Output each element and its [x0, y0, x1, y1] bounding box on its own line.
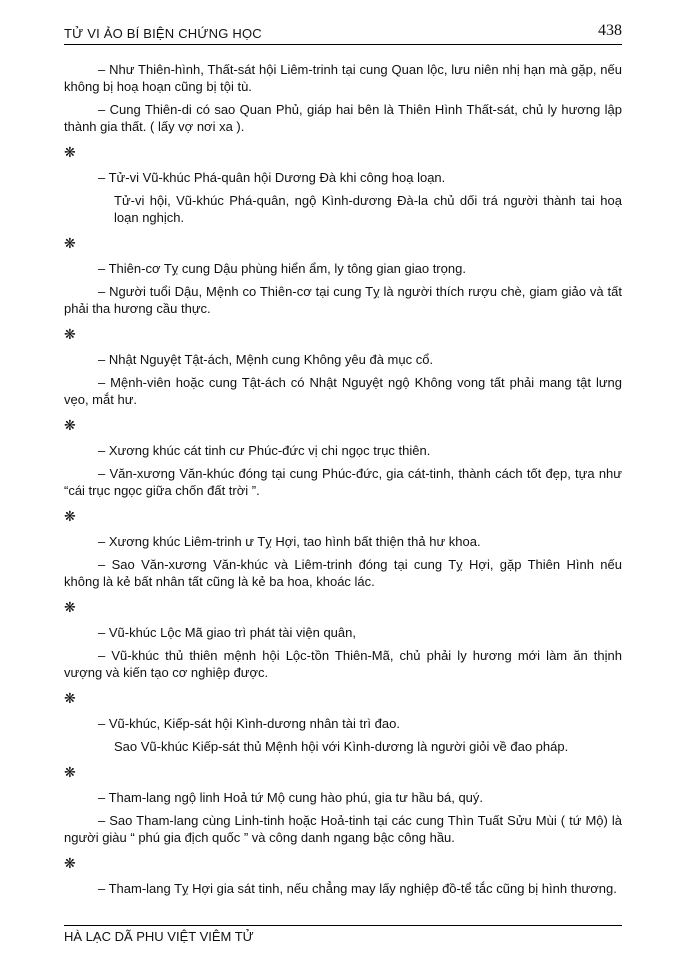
- paragraph: – Nhật Nguyệt Tật-ách, Mệnh cung Không yêu đà mục cổ.: [98, 352, 434, 367]
- section-separator-icon: ❋: [64, 764, 76, 780]
- paragraph: – Người tuổi Dậu, Mệnh co Thiên-cơ tại cung Tỵ là người thích rượu chè, giam giảo và tất phải tha hương cầu thực.: [64, 284, 622, 316]
- section-separator-icon: ❋: [64, 508, 76, 524]
- section-separator-icon: ❋: [64, 417, 76, 433]
- paragraph: – Cung Thiên-di có sao Quan Phủ, giáp hai bên là Thiên Hình Thất-sát, chủ ly hương lập thành gia thất. ( lấy vợ nơi xa ).: [64, 102, 622, 134]
- paragraph: – Vũ-khúc, Kiếp-sát hội Kình-dương nhân tài trì đao.: [98, 716, 400, 731]
- footer-author: HÀ LẠC DÃ PHU VIỆT VIÊM TỬ: [64, 929, 254, 944]
- page-footer: [64, 925, 622, 944]
- section-separator-icon: ❋: [64, 599, 76, 615]
- paragraph: – Xương khúc Liêm-trinh ư Tỵ Hợi, tao hình bất thiện thả hư khoa.: [98, 534, 481, 549]
- paragraph: – Mệnh-viên hoặc cung Tật-ách có Nhật Nguyệt ngộ Không vong tất phải mang tật lưng vẹo, mắt hư.: [64, 375, 622, 407]
- paragraph: – Tham-lang Tỵ Hợi gia sát tinh, nếu chẳng may lấy nghiệp đồ-tể tắc cũng bị hình thương.: [98, 881, 617, 896]
- paragraph: – Tham-lang ngộ linh Hoả tứ Mộ cung hào phú, gia tư hầu bá, quý.: [98, 790, 484, 805]
- section-separator-icon: ❋: [64, 235, 76, 251]
- page-body: [64, 61, 622, 897]
- paragraph: – Thiên-cơ Tỵ cung Dậu phùng hiển ẩm, ly tông gian giao trọng.: [98, 261, 466, 276]
- paragraph: – Vũ-khúc thủ thiên mệnh hội Lộc-tồn Thiên-Mã, chủ phải ly hương mới làm ăn thịnh vượng và kiến tạo cơ nghiệp được.: [64, 648, 622, 680]
- page-number: 438: [598, 22, 622, 39]
- paragraph: – Tử-vi Vũ-khúc Phá-quân hội Dương Đà khi công hoạ loạn.: [98, 170, 446, 185]
- paragraph: – Như Thiên-hình, Thất-sát hội Liêm-trinh tại cung Quan lộc, lưu niên nhị hạn mà gặp, nếu không bị hoạ hoạn cũng bị tội tù.: [64, 62, 622, 94]
- paragraph: – Sao Văn-xương Văn-khúc và Liêm-trinh đóng tại cung Tỵ Hợi, gặp Thiên Hình nếu không là kẻ bất nhân tất cũng là kẻ ba hoa, khoác lác.: [64, 557, 622, 589]
- section-separator-icon: ❋: [64, 855, 76, 871]
- paragraph: – Vũ-khúc Lộc Mã giao trì phát tài viện quân,: [98, 625, 356, 640]
- paragraph: – Xương khúc cát tinh cư Phúc-đức vị chi ngọc trục thiên.: [98, 443, 431, 458]
- section-separator-icon: ❋: [64, 144, 76, 160]
- paragraph: – Sao Tham-lang cùng Linh-tinh hoặc Hoả-tinh tại các cung Thìn Tuất Sửu Mùi ( tứ Mộ) là người giàu “ phú gia địch quốc ” và công danh ngang bậc công hầu.: [64, 813, 622, 845]
- book-title: TỬ VI ẢO BÍ BIỆN CHỨNG HỌC: [64, 26, 262, 41]
- section-separator-icon: ❋: [64, 690, 76, 706]
- paragraph: – Văn-xương Văn-khúc đóng tại cung Phúc-đức, gia cát-tinh, thành cách tốt đẹp, tựa như “cái trục ngọc giữa chốn đất trời ”.: [64, 466, 622, 498]
- section-separator-icon: ❋: [64, 326, 76, 342]
- paragraph: Tử-vi hội, Vũ-khúc Phá-quân, ngộ Kình-dương Đà-la chủ dối trá người thành tai hoạ loạn nghịch.: [114, 193, 622, 225]
- page-header: [64, 22, 622, 45]
- paragraph: Sao Vũ-khúc Kiếp-sát thủ Mệnh hội với Kình-dương là người giỏi về đao pháp.: [114, 739, 569, 754]
